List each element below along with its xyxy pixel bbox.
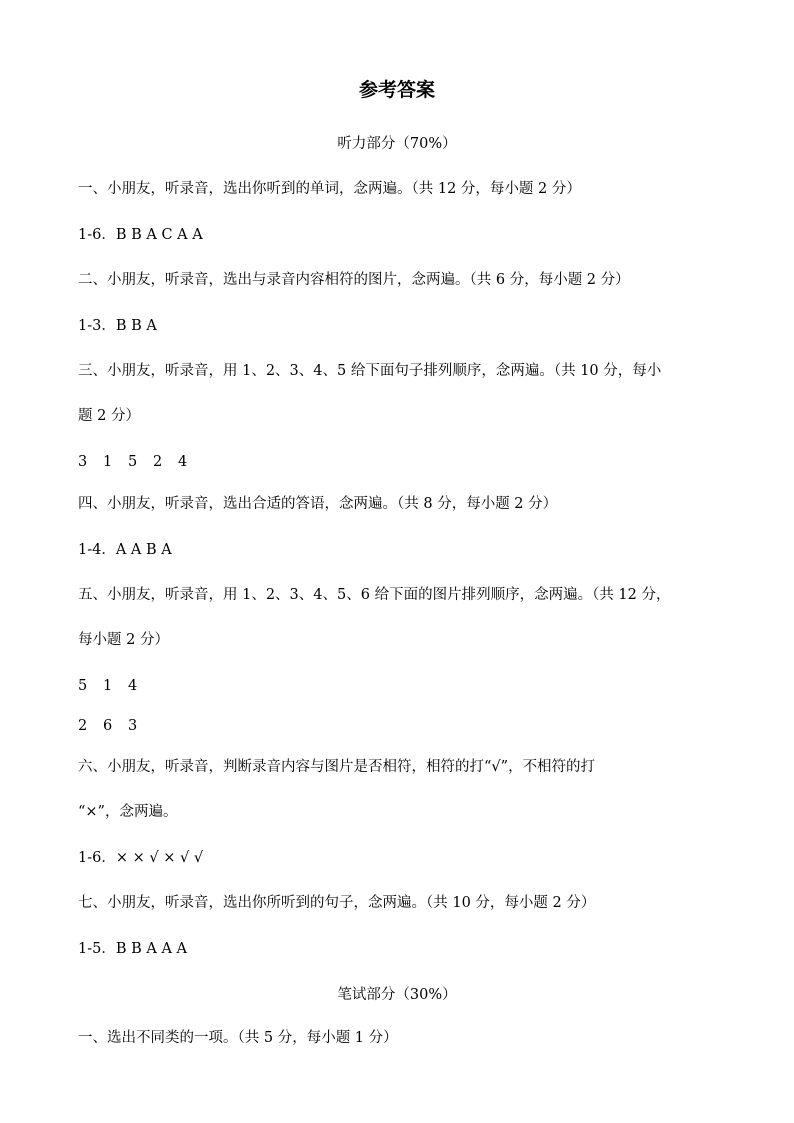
order-number: 5 — [128, 454, 138, 470]
listening-q5-prompt-line2: 每小题 2 分） — [78, 632, 169, 648]
listening-q3-prompt-line2: 题 2 分） — [78, 408, 140, 424]
order-number: 2 — [153, 454, 163, 470]
listening-q7-answer: 1-5．B B A A A — [78, 941, 188, 957]
listening-section-heading: 听力部分（70%） — [337, 136, 457, 152]
written-q1-prompt: 一、选出不同类的一项。（共 5 分，每小题 1 分） — [78, 1030, 398, 1046]
listening-q6-answer: 1-6．× × √ × √ √ — [78, 850, 204, 866]
order-number: 2 — [78, 718, 88, 734]
order-number: 4 — [178, 454, 188, 470]
listening-q2-prompt: 二、小朋友，听录音，选出与录音内容相符的图片，念两遍。（共 6 分，每小题 2 分） — [78, 272, 630, 288]
page-title: 参考答案 — [358, 79, 435, 101]
listening-q4-prompt: 四、小朋友，听录音，选出合适的答语，念两遍。（共 8 分，每小题 2 分） — [78, 496, 558, 512]
order-number: 3 — [128, 718, 138, 734]
order-number: 3 — [78, 454, 88, 470]
listening-q1-answer: 1-6．B B A C A A — [78, 227, 203, 243]
listening-q5-prompt-line1: 五、小朋友，听录音，用 1、2、3、4、5、6 给下面的图片排列顺序，念两遍。（共 12 分， — [78, 587, 671, 603]
listening-q2-answer: 1-3．B B A — [78, 318, 157, 334]
written-section-heading: 笔试部分（30%） — [337, 987, 457, 1003]
listening-q4-answer: 1-4．A A B A — [78, 542, 172, 558]
listening-q6-prompt-line2: “×”，念两遍。 — [78, 804, 178, 820]
order-number: 1 — [103, 678, 113, 694]
listening-q5-answer-row1 — [78, 676, 718, 696]
listening-q7-prompt: 七、小朋友，听录音，选出你所听到的句子，念两遍。（共 10 分，每小题 2 分） — [78, 895, 596, 911]
order-number: 4 — [128, 678, 138, 694]
order-number: 1 — [103, 454, 113, 470]
listening-q3-answer — [78, 452, 718, 472]
listening-q5-answer-row2 — [78, 716, 718, 736]
order-number: 5 — [78, 678, 88, 694]
listening-q1-prompt: 一、小朋友，听录音，选出你听到的单词，念两遍。（共 12 分，每小题 2 分） — [78, 181, 581, 197]
listening-q3-prompt-line1: 三、小朋友，听录音，用 1、2、3、4、5 给下面句子排列顺序，念两遍。（共 10 分，每小 — [78, 363, 662, 379]
order-number: 6 — [103, 718, 113, 734]
listening-q6-prompt-line1: 六、小朋友，听录音，判断录音内容与图片是否相符，相符的打“√”，不相符的打 — [78, 759, 596, 775]
